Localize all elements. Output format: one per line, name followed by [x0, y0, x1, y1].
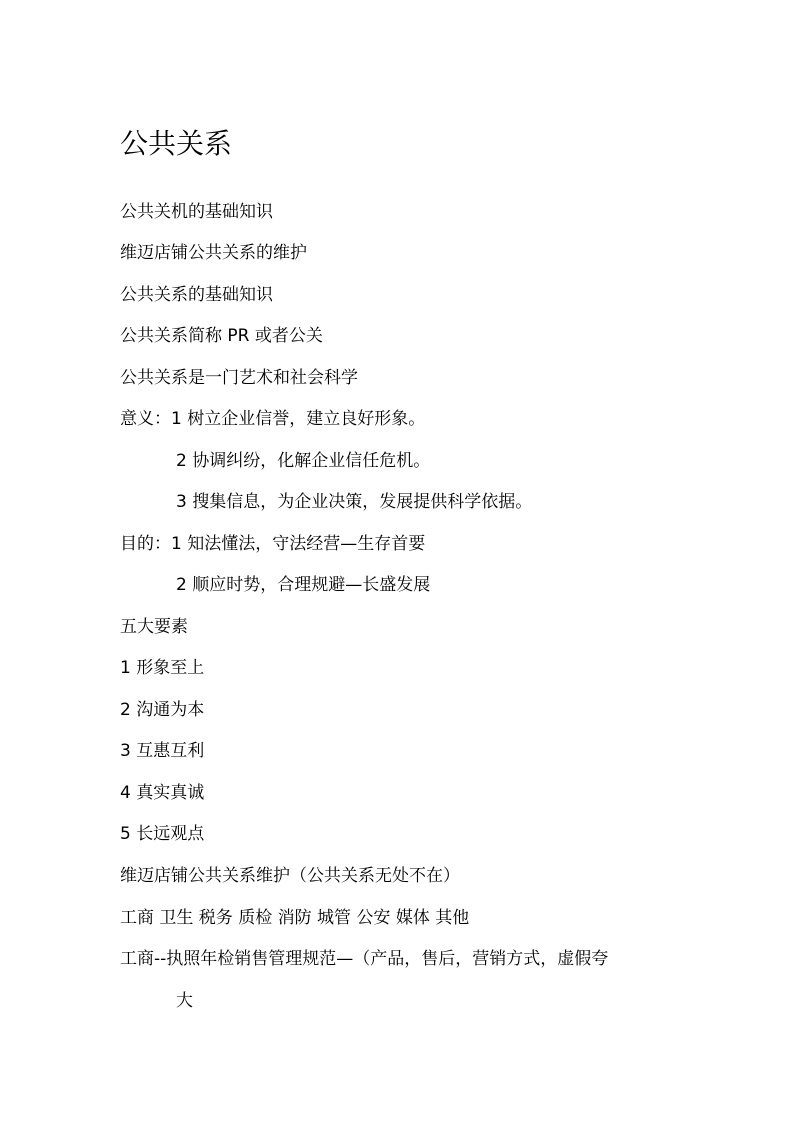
text-line: 维迈店铺公共关系的维护 [120, 243, 307, 263]
text-line: 公共关系是一门艺术和社会科学 [120, 368, 358, 388]
text-line: 公共关机的基础知识 [120, 202, 273, 222]
text-line: 工商 卫生 税务 质检 消防 城管 公安 媒体 其他 [120, 908, 470, 928]
text-line: 公共关系的基础知识 [120, 285, 273, 305]
text-line: 1 形象至上 [120, 658, 205, 678]
text-line: 5 长远观点 [120, 824, 205, 844]
text-line: 2 协调纠纷，化解企业信任危机。 [176, 451, 431, 471]
text-line: 3 互惠互利 [120, 741, 205, 761]
text-line: 3 搜集信息，为企业决策，发展提供科学依据。 [176, 492, 533, 512]
text-line: 工商--执照年检销售管理规范—（产品，售后，营销方式，虚假夸 [120, 949, 609, 969]
text-line: 五大要素 [120, 617, 188, 637]
document-title: 公共关系 [120, 127, 233, 160]
text-line: 维迈店铺公共关系维护（公共关系无处不在） [120, 866, 460, 886]
text-line: 大 [176, 991, 193, 1011]
text-line: 2 顺应时势，合理规避—长盛发展 [176, 575, 431, 595]
text-line: 意义：1 树立企业信誉，建立良好形象。 [120, 409, 426, 429]
text-line: 目的：1 知法懂法，守法经营—生存首要 [120, 534, 426, 554]
text-line: 2 沟通为本 [120, 700, 205, 720]
text-line: 公共关系简称 PR 或者公关 [120, 326, 323, 346]
text-line: 4 真实真诚 [120, 783, 205, 803]
